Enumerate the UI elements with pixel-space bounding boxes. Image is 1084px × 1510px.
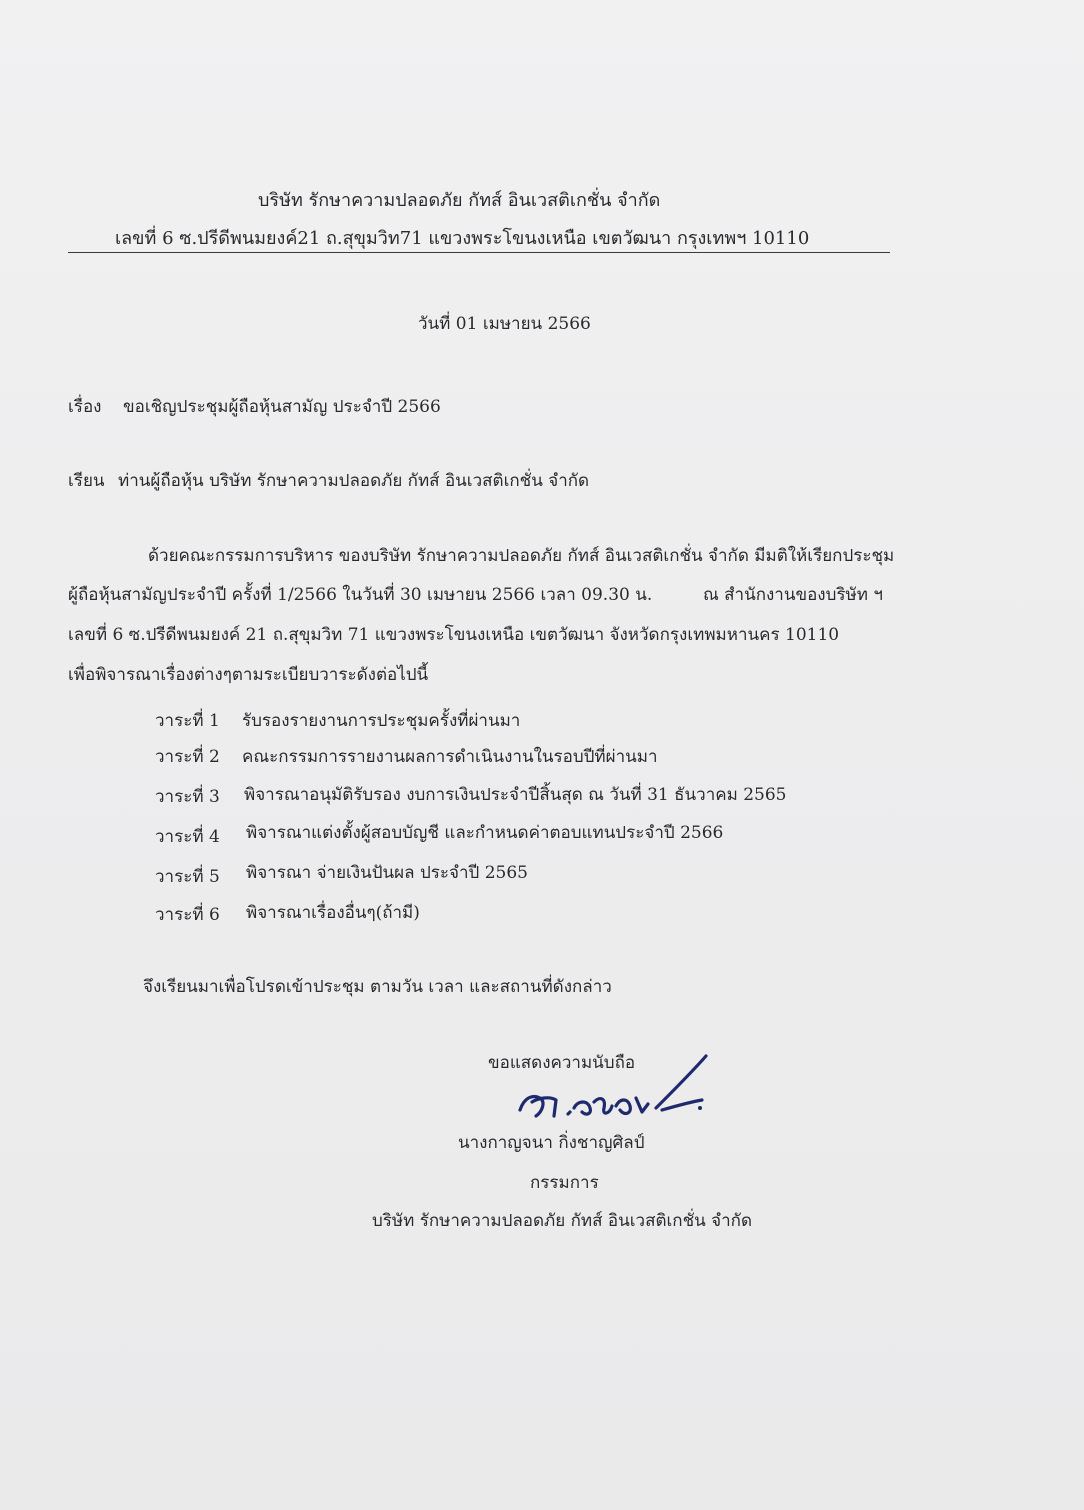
subject-label: เรื่อง [68,397,102,417]
agenda-6-label: วาระที่ 6 [155,905,220,925]
agenda-6-text: พิจารณาเรื่องอื่นๆ(ถ้ามี) [246,903,420,923]
agenda-2-label: วาระที่ 2 [155,747,220,767]
company-address-header: เลขที่ 6 ซ.ปรีดีพนมยงค์21 ถ.สุขุมวิท71 แขวงพระโขนงเหนือ เขตวัฒนา กรุงเทพฯ 10110 [115,228,810,249]
closing-sentence: จึงเรียนมาเพื่อโปรดเข้าประชุม ตามวัน เวลา และสถานที่ดังกล่าว [143,977,612,997]
agenda-4-text: พิจารณาแต่งตั้งผู้สอบบัญชี และกำหนดค่าตอบแทนประจำปี 2566 [246,823,724,843]
recipient-text: ท่านผู้ถือหุ้น บริษัท รักษาความปลอดภัย กัทส์ อินเวสติเกชั่น จำกัด [118,471,590,491]
handwritten-signature [512,1052,712,1132]
body-line-2b: ณ สำนักงานของบริษัท ฯ [703,585,883,605]
agenda-1-label: วาระที่ 1 [155,711,220,731]
company-name-header: บริษัท รักษาความปลอดภัย กัทส์ อินเวสติเกชั่น จำกัด [258,190,661,211]
agenda-3-label: วาระที่ 3 [155,787,220,807]
letter-date: วันที่ 01 เมษายน 2566 [418,314,591,334]
signer-name: นางกาญจนา กิ่งชาญศิลป์ [458,1133,645,1153]
agenda-5-label: วาระที่ 5 [155,867,220,887]
recipient-label: เรียน [68,471,105,491]
agenda-3-text: พิจารณาอนุมัติรับรอง งบการเงินประจำปีสิ้นสุด ณ วันที่ 31 ธันวาคม 2565 [244,785,787,805]
body-line-1: ด้วยคณะกรรมการบริหาร ของบริษัท รักษาความปลอดภัย กัทส์ อินเวสติเกชั่น จำกัด มีมติให้เรียกประชุม [148,546,895,566]
body-line-4: เพื่อพิจารณาเรื่องต่างๆตามระเบียบวาระดังต่อไปนี้ [68,665,429,685]
agenda-2-text: คณะกรรมการรายงานผลการดำเนินงานในรอบปีที่ผ่านมา [242,747,658,767]
signer-company: บริษัท รักษาความปลอดภัย กัทส์ อินเวสติเกชั่น จำกัด [372,1211,753,1231]
agenda-4-label: วาระที่ 4 [155,827,220,847]
signer-position: กรรมการ [530,1173,599,1193]
body-line-2a: ผู้ถือหุ้นสามัญประจำปี ครั้งที่ 1/2566 ในวันที่ 30 เมษายน 2566 เวลา 09.30 น. [68,585,653,605]
agenda-5-text: พิจารณา จ่ายเงินปันผล ประจำปี 2565 [246,863,528,883]
agenda-1-text: รับรองรายงานการประชุมครั้งที่ผ่านมา [242,711,521,731]
header-divider [68,252,890,253]
subject-text: ขอเชิญประชุมผู้ถือหุ้นสามัญ ประจำปี 2566 [123,397,441,417]
body-line-3: เลขที่ 6 ซ.ปรีดีพนมยงค์ 21 ถ.สุขุมวิท 71 แขวงพระโขนงเหนือ เขตวัฒนา จังหวัดกรุงเทพมหานคร 10110 [68,625,840,645]
regards-text: ขอแสดงความนับถือ [488,1053,636,1073]
